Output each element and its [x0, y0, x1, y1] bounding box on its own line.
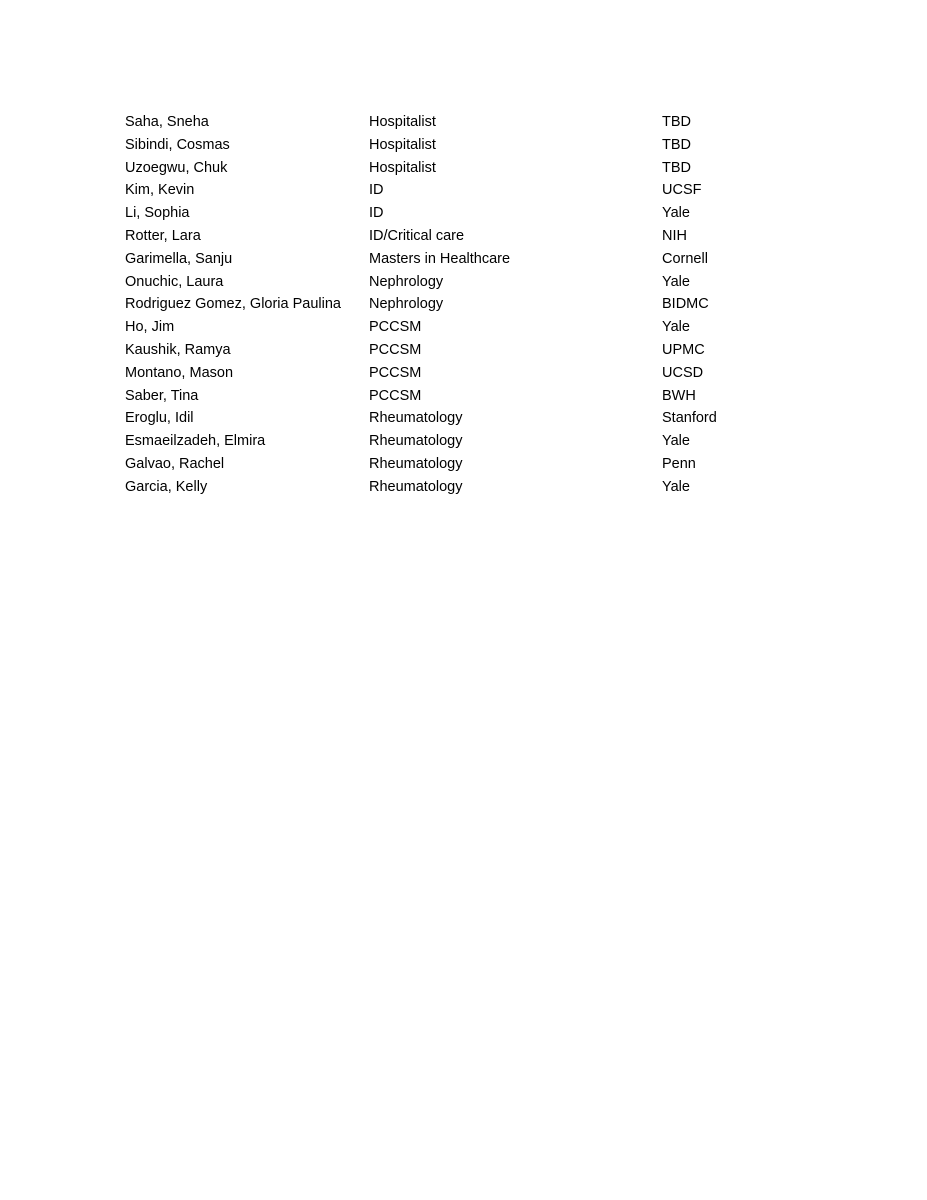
- table-row: [125, 407, 825, 430]
- name-cell: Li, Sophia: [125, 205, 190, 222]
- name-cell: Sibindi, Cosmas: [125, 136, 230, 153]
- name-cell: Garimella, Sanju: [125, 250, 233, 267]
- specialty-cell: Nephrology: [369, 273, 444, 290]
- specialty-cell: Rheumatology: [369, 455, 463, 472]
- specialty-cell: Hospitalist: [369, 159, 436, 176]
- table-row: [125, 248, 825, 271]
- roster-table: [125, 111, 825, 499]
- institution-cell: TBD: [662, 159, 691, 176]
- specialty-cell: Masters in Healthcare: [369, 250, 511, 267]
- specialty-cell: ID: [369, 205, 384, 222]
- table-row: [125, 476, 825, 499]
- name-cell: Saber, Tina: [125, 387, 199, 404]
- specialty-cell: Rheumatology: [369, 410, 463, 427]
- specialty-cell: Rheumatology: [369, 433, 463, 450]
- specialty-cell: Hospitalist: [369, 114, 436, 130]
- institution-cell: UCSF: [662, 182, 702, 199]
- institution-cell: Penn: [662, 455, 696, 472]
- specialty-cell: PCCSM: [369, 319, 422, 336]
- institution-cell: TBD: [662, 136, 691, 153]
- name-cell: Rodriguez Gomez, Gloria Paulina: [125, 296, 341, 313]
- specialty-cell: ID: [369, 182, 384, 199]
- institution-cell: BWH: [662, 387, 696, 404]
- institution-cell: Yale: [662, 205, 690, 222]
- name-cell: Garcia, Kelly: [125, 478, 208, 495]
- name-cell: Esmaeilzadeh, Elmira: [125, 433, 266, 450]
- name-cell: Uzoegwu, Chuk: [125, 159, 228, 176]
- table-row: [125, 362, 825, 385]
- specialty-cell: PCCSM: [369, 341, 422, 358]
- name-cell: Montano, Mason: [125, 364, 234, 381]
- name-cell: Eroglu, Idil: [125, 410, 194, 427]
- table-row: [125, 316, 825, 339]
- name-cell: Kaushik, Ramya: [125, 341, 231, 358]
- table-row: [125, 157, 825, 180]
- institution-cell: Stanford: [662, 410, 717, 427]
- institution-cell: UPMC: [662, 341, 705, 358]
- name-cell: Galvao, Rachel: [125, 455, 225, 472]
- table-row: [125, 111, 825, 134]
- institution-cell: UCSD: [662, 364, 704, 381]
- specialty-cell: PCCSM: [369, 364, 422, 381]
- institution-cell: Yale: [662, 478, 690, 495]
- specialty-cell: Hospitalist: [369, 136, 436, 153]
- table-row: [125, 179, 825, 202]
- name-cell: Ho, Jim: [125, 319, 175, 336]
- table-row: [125, 385, 825, 408]
- table-row: [125, 453, 825, 476]
- institution-cell: BIDMC: [662, 296, 709, 313]
- institution-cell: TBD: [662, 114, 691, 130]
- name-cell: Saha, Sneha: [125, 114, 209, 130]
- table-row: [125, 271, 825, 294]
- table-row: [125, 134, 825, 157]
- table-row: [125, 225, 825, 248]
- institution-cell: NIH: [662, 227, 687, 244]
- table-row: [125, 430, 825, 453]
- institution-cell: Yale: [662, 273, 690, 290]
- table-row: [125, 202, 825, 225]
- table-row: [125, 339, 825, 362]
- name-cell: Onuchic, Laura: [125, 273, 224, 290]
- institution-cell: Yale: [662, 319, 690, 336]
- specialty-cell: Rheumatology: [369, 478, 463, 495]
- name-cell: Kim, Kevin: [125, 182, 195, 199]
- institution-cell: Yale: [662, 433, 690, 450]
- specialty-cell: ID/Critical care: [369, 227, 465, 244]
- table-row: [125, 293, 825, 316]
- specialty-cell: PCCSM: [369, 387, 422, 404]
- specialty-cell: Nephrology: [369, 296, 444, 313]
- name-cell: Rotter, Lara: [125, 227, 201, 244]
- institution-cell: Cornell: [662, 250, 708, 267]
